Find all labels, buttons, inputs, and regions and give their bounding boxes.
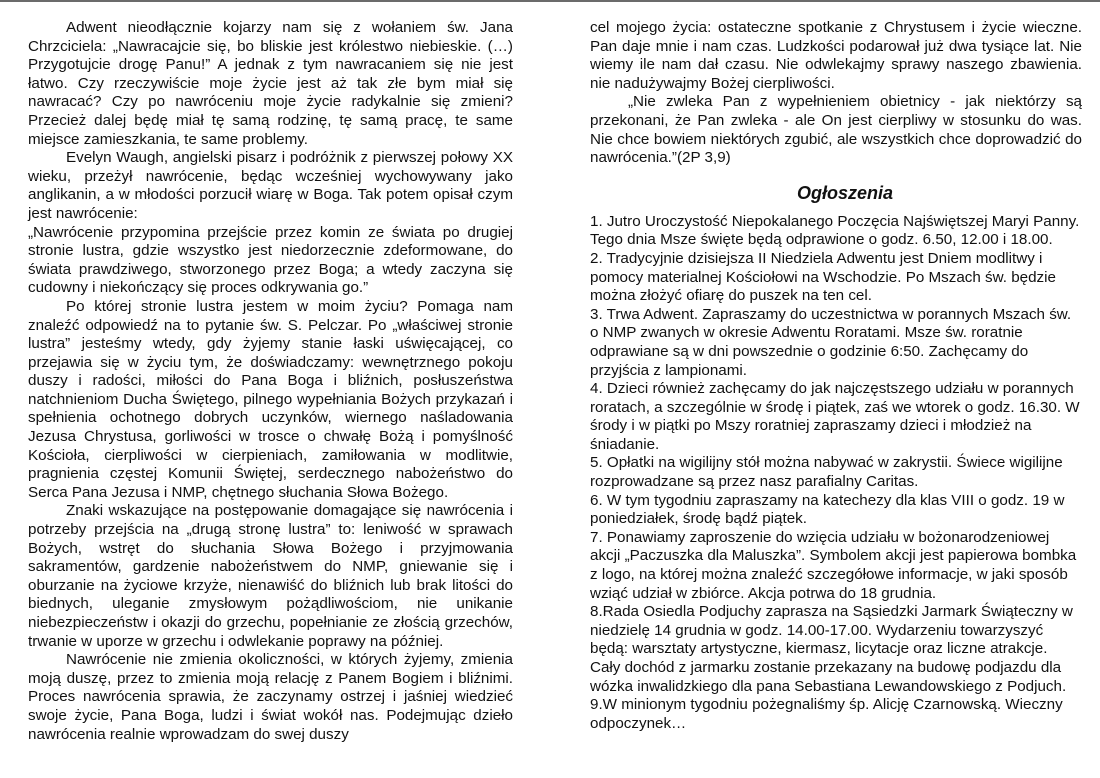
paragraph-scripture-quote: „Nie zwleka Pan z wypełnieniem obietnicy - jak niektórzy są przekonani, że Pan zwleka - ale On jest cierpliwy w stosunku do was. Nie chce bowiem niektórych zgubić, ale wszystkich chce doprowadzić do nawrócenia.”(2P 3,9) xyxy=(590,93,1082,167)
announcement-item: 2. Tradycyjnie dzisiejsza II Niedziela Adwentu jest Dniem modlitwy i pomocy materialnej Kościołowi na Wschodzie. Po Mszach św. będzie można złożyć ofiarę do puszek na ten cel. xyxy=(590,249,1056,305)
announcement-item: 4. Dzieci również zachęcamy do jak najczęstszego udziału w porannych roratach, a szczególnie w środę i piątek, zaś we wtorek o godz. 16.30. W środy i w piątki po Mszy roratniej zapraszamy dzieci i młodzież na śniadanie. xyxy=(590,380,1080,453)
announcements-list xyxy=(590,213,1082,734)
announcement-item: 9.W minionym tygodniu pożegnaliśmy śp. Alicję Czarnowską. Wieczny odpoczynek… xyxy=(590,696,1063,732)
announcement-item: 3. Trwa Adwent. Zapraszamy do uczestnictwa w porannych Mszach św. o NMP zwanych w okresie Adwentu Roratami. Msze św. roratnie odprawiane są w dni powszednie o godzinie 6:50. Zachęcamy do przyjścia z lampionami. xyxy=(590,305,1072,379)
announcement-item: 5. Opłatki na wigilijny stół można nabywać w zakrystii. Świece wigilijne rozprowadzane są przez nasz parafialny Caritas. xyxy=(590,454,1063,491)
announcement-item: 6. W tym tygodniu zapraszamy na katechezy dla klas VIII o godz. 19 w poniedziałek, środę bądź piątek. xyxy=(590,491,1065,528)
top-rule xyxy=(0,0,1100,2)
paragraph-life-goal: cel mojego życia: ostateczne spotkanie z Chrystusem i życie wieczne. Pan daje mnie i nam czas. Ludzkości podarował już dwa tysiące lat. Nie wiemy ile nam dał czasu. Nie odwlekajmy sprawy naszego zbawienia. nie nadużywajmy Bożej cierpliwości. xyxy=(590,19,1082,92)
paragraph-mirror-side: Po której stronie lustra jestem w moim życiu? Pomaga nam znaleźć odpowiedź na to pytanie św. S. Pelczar. Po „właściwej stronie lustra” jesteśmy wtedy, gdy żyjemy stanie łaski uświęcającej, co przejawia się w życiu tym, że doświadczamy: wewnętrznego pokoju duszy i radości, miłości do Pana Boga i bliźnich, posłuszeństwa natchnieniom Ducha Świętego, pilnego wypełniania Bożych przykazań i spełnienia ochotnego dobrych uczynków, wiernego naśladowania Jezusa Chrystusa, gorliwości w trosce o chwałę Bożą i pomyślność Kościoła, cierpliwości w cierpieniach, zamiłowania w modlitwie, pragnienia częstej Komunii Świętej, serdecznego nabożeństwo do Serca Pana Jezusa i NMP, chętnego słuchania Słowa Bożego. xyxy=(28,297,513,501)
paragraph-advent-intro: Adwent nieodłącznie kojarzy nam się z wołaniem św. Jana Chrzciciela: „Nawracajcie się, bo bliskie jest królestwo niebieskie. (…) Przygotujcie drogę Panu!” A jednak z tym nawracaniem się nie jest łatwo. Czy rzeczywiście moje życie jest aż tak złe bym miał się nawracać? Czy po nawróceniu moje życie radykalnie się zmieni? Przecież dalej będę miał tę samą rodzinę, tę samą pracę, te same miejsce zamieszkania, te same problemy. xyxy=(28,19,513,148)
left-column xyxy=(28,19,513,744)
paragraph-signs: Znaki wskazujące na postępowanie domagające się nawrócenia i potrzeby przejścia na „drugą stronę lustra” to: leniwość w sprawach Bożych, wstręt do słuchania Słowa Bożego i przyjmowania sakramentów, gardzenie nabożeństwem do NMP, gniewanie się i oburzanie na życiowe krzyże, nienawiść do bliźnich lub brak litości do biednych, uleganie zmysłowym pożądliwościom, nie unikanie niebezpieczeństw i okazji do grzechu, popełnianie ze złością grzechów, trwanie w uporze w grzechu i odwlekanie poprawy na później. xyxy=(28,502,513,650)
announcement-item: 8.Rada Osiedla Podjuchy zaprasza na Sąsiedzki Jarmark Świąteczny w niedzielę 14 grudnia w godz. 14.00-17.00. Wydarzeniu towarzyszyć będą: warsztaty artystyczne, kiermasz, licytacje oraz liczne atrakcje. Cały dochód z jarmarku zostanie przekazany na budowę podjazdu dla wózka inwalidzkiego dla pana Sebastiana Lewandowskiego z Podjuch. xyxy=(590,603,1073,695)
announcement-item: 1. Jutro Uroczystość Niepokalanego Poczęcia Najświętszej Maryi Panny. Tego dnia Msze święte będą odprawione o godz. 6.50, 12.00 i 18.00. xyxy=(590,212,1080,249)
paragraph-waugh-quote: „Nawrócenie przypomina przejście przez komin ze świata po drugiej stronie lustra, gdzie wszystko jest niedorzecznie zdeformowane, do świata prawdziwego, stworzonego przez Boga; a wtedy zaczyna się cudowny i niekończący się proces odkrywania go.” xyxy=(28,223,513,297)
announcements-heading: Ogłoszenia xyxy=(796,182,894,203)
announcement-item: 7. Ponawiamy zaproszenie do wzięcia udziału w bożonarodzeniowej akcji „Paczuszka dla Maluszka”. Symbolem akcji jest papierowa bombka z logo, na której można znaleźć szczegółowe informacje, w jaki sposób wziąć udział w zbiórce. Akcja potrwa do 18 grudnia. xyxy=(590,528,1077,602)
right-column xyxy=(590,19,1082,733)
paragraph-conversion-effects: Nawrócenie nie zmienia okoliczności, w których żyjemy, zmienia moją duszę, przez to zmienia moją relację z Panem Bogiem i bliźnimi. Proces nawrócenia sprawia, że zaczynamy ostrzej i jaśniej wiedzieć swoje życie, Pana Boga, ludzi i świat wokół nas. Podejmując dzieło nawrócenia realnie wprowadzam do swej duszy xyxy=(28,651,513,743)
paragraph-evelyn-waugh: Evelyn Waugh, angielski pisarz i podróżnik z pierwszej połowy XX wieku, przeżył nawrócenie, będąc wcześniej wychowywany jako anglikanin, a w młodości porzucił wiarę w Boga. Tak potem opisał czym jest nawrócenie: xyxy=(28,149,513,222)
